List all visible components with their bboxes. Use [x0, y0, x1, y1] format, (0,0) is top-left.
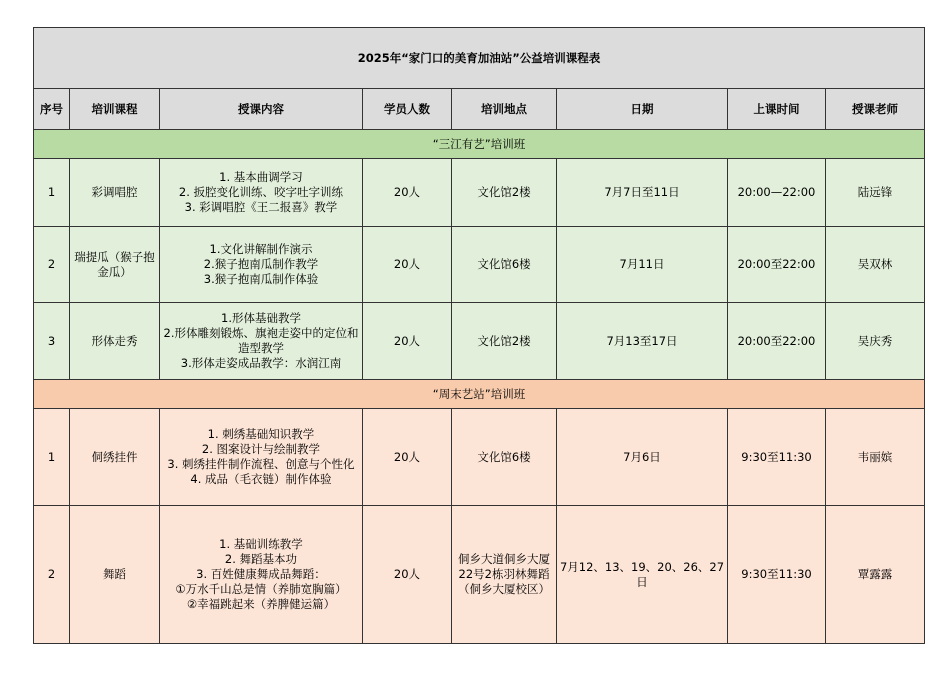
header-no: 序号	[34, 89, 70, 130]
cell-students: 20人	[363, 159, 452, 227]
cell-students: 20人	[363, 506, 452, 644]
content-line: ②幸福跳起来（养脾健运篇）	[186, 597, 336, 611]
table-row	[34, 409, 925, 506]
cell-date: 7月12、13、19、20、26、27日	[557, 506, 728, 644]
cell-content	[160, 506, 363, 644]
header-course: 培训课程	[70, 89, 160, 130]
cell-students: 20人	[363, 303, 452, 380]
cell-time: 20:00—22:00	[728, 159, 826, 227]
cell-time: 9:30至11:30	[728, 506, 826, 644]
cell-location: 文化馆6楼	[452, 409, 557, 506]
cell-time: 20:00至22:00	[728, 227, 826, 303]
cell-course: 侗绣挂件	[70, 409, 160, 506]
cell-location: 文化馆2楼	[452, 303, 557, 380]
location-text: 侗乡大道侗乡大厦22号2栋羽林舞蹈（侗乡大厦校区）	[458, 552, 550, 596]
cell-content	[160, 409, 363, 506]
cell-course: 形体走秀	[70, 303, 160, 380]
cell-location: 文化馆6楼	[452, 227, 557, 303]
content-line: 1. 基础训练教学	[219, 537, 303, 551]
cell-students: 20人	[363, 227, 452, 303]
cell-teacher: 吴双林	[826, 227, 925, 303]
section-header-weekend	[34, 380, 925, 409]
cell-course: 瑞提瓜（猴子抱金瓜）	[70, 227, 160, 303]
content-line: 3.猴子抱南瓜制作体验	[203, 272, 319, 286]
cell-date: 7月6日	[557, 409, 728, 506]
table-row	[34, 303, 925, 380]
header-time: 上课时间	[728, 89, 826, 130]
content-line: 2.形体雕刻锻炼、旗袍走姿中的定位和造型教学	[163, 326, 359, 355]
cell-no: 3	[34, 303, 70, 380]
content-line: 3. 彩调唱腔《王二报喜》教学	[184, 200, 338, 214]
cell-time: 9:30至11:30	[728, 409, 826, 506]
header-students: 学员人数	[363, 89, 452, 130]
cell-location: 文化馆2楼	[452, 159, 557, 227]
header-row	[34, 89, 925, 130]
title-row	[34, 28, 925, 89]
cell-time: 20:00至22:00	[728, 303, 826, 380]
header-date: 日期	[557, 89, 728, 130]
section-title: “周末艺站”培训班	[34, 380, 925, 409]
section-header-sanjiang	[34, 130, 925, 159]
cell-teacher: 覃露露	[826, 506, 925, 644]
content-line: 1.文化讲解制作演示	[209, 242, 313, 256]
content-line: 1.形体基础教学	[221, 311, 301, 325]
content-line: 3. 刺绣挂件制作流程、创意与个性化	[167, 457, 355, 471]
header-content: 授课内容	[160, 89, 363, 130]
table-row	[34, 506, 925, 644]
cell-no: 2	[34, 227, 70, 303]
table-row	[34, 227, 925, 303]
content-line: 4. 成品（毛衣链）制作体验	[190, 472, 332, 486]
cell-students: 20人	[363, 409, 452, 506]
header-location: 培训地点	[452, 89, 557, 130]
cell-date: 7月7日至11日	[557, 159, 728, 227]
cell-date: 7月11日	[557, 227, 728, 303]
content-line: ①万水千山总是情（养肺宽胸篇）	[175, 582, 347, 596]
content-line: 2. 图案设计与绘制教学	[201, 442, 321, 456]
header-teacher: 授课老师	[826, 89, 925, 130]
course-schedule-table	[33, 27, 925, 644]
content-line: 2. 扳腔变化训练、咬字吐字训练	[178, 185, 344, 199]
cell-location	[452, 506, 557, 644]
cell-content	[160, 227, 363, 303]
section-title: “三江有艺”培训班	[34, 130, 925, 159]
content-line: 3. 百姓健康舞成品舞蹈：	[196, 567, 326, 581]
content-line: 2.猴子抱南瓜制作教学	[203, 257, 319, 271]
cell-teacher: 陆远锋	[826, 159, 925, 227]
cell-content	[160, 303, 363, 380]
content-line: 3.形体走姿成品教学：水润江南	[180, 356, 342, 370]
cell-teacher: 韦丽嫔	[826, 409, 925, 506]
cell-course: 彩调唱腔	[70, 159, 160, 227]
cell-date: 7月13至17日	[557, 303, 728, 380]
table-title: 2025年“家门口的美育加油站”公益培训课程表	[34, 28, 925, 89]
cell-no: 1	[34, 409, 70, 506]
cell-no: 1	[34, 159, 70, 227]
cell-content	[160, 159, 363, 227]
cell-teacher: 吴庆秀	[826, 303, 925, 380]
content-line: 1. 基本曲调学习	[219, 170, 303, 184]
cell-no: 2	[34, 506, 70, 644]
table-row	[34, 159, 925, 227]
cell-course: 舞蹈	[70, 506, 160, 644]
content-line: 1. 刺绣基础知识教学	[207, 427, 315, 441]
content-line: 2. 舞蹈基本功	[224, 552, 298, 566]
